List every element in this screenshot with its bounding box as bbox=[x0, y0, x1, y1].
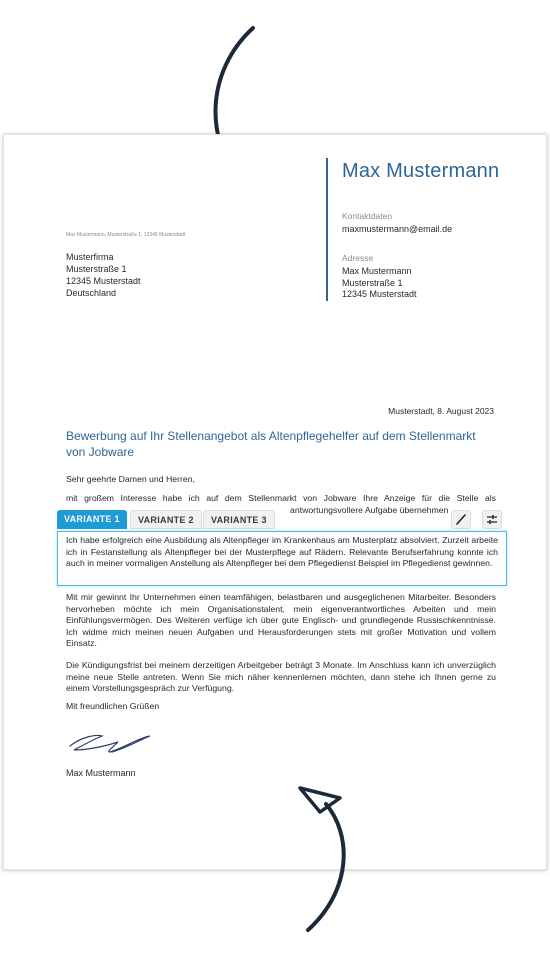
contact-label: Kontaktdaten bbox=[342, 211, 393, 221]
sender-line: Max Mustermann, Musterstraße 1, 12345 Musterstadt bbox=[66, 232, 186, 238]
signature-name: Max Mustermann bbox=[66, 768, 136, 778]
address-line: 12345 Musterstadt bbox=[342, 289, 417, 299]
letter-date: Musterstadt, 8. August 2023 bbox=[388, 406, 494, 416]
intro-paragraph: mit großem Interesse habe ich auf dem Stellenmarkt von Jobware Ihre Anzeige für die Stelle als bbox=[66, 493, 496, 503]
intro-hidden-fragment: antwortungsvollere Aufgabe übernehmen bbox=[290, 505, 449, 515]
pencil-icon bbox=[452, 511, 470, 528]
arrow-bottom-icon bbox=[290, 780, 370, 940]
tab-variante-3[interactable]: VARIANTE 3 bbox=[203, 510, 275, 529]
address-line: Max Mustermann bbox=[342, 266, 412, 276]
address-label: Adresse bbox=[342, 253, 374, 263]
settings-button[interactable] bbox=[482, 510, 502, 529]
edit-button[interactable] bbox=[451, 510, 471, 529]
recipient-line: Musterfirma bbox=[66, 252, 114, 262]
header-divider bbox=[326, 158, 328, 301]
recipient-line: Musterstraße 1 bbox=[66, 264, 127, 274]
address-line: Musterstraße 1 bbox=[342, 277, 403, 288]
variant-text-box[interactable] bbox=[57, 531, 507, 586]
applicant-name: Max Mustermann bbox=[342, 160, 500, 182]
closing: Mit freundlichen Grüßen bbox=[66, 701, 160, 711]
recipient-line: 12345 Musterstadt bbox=[66, 276, 141, 286]
tab-variante-2[interactable]: VARIANTE 2 bbox=[130, 510, 202, 529]
sliders-icon bbox=[483, 511, 501, 528]
paragraph-notice: Die Kündigungsfrist bei meinem derzeitigen Arbeitgeber beträgt 3 Monate. Im Anschluss kann ich unverzüglich meine neue Stelle antreten. Wenn Sie mich näher kennenlernen möchten, dann stehe ich Ihnen gerne zu einem Vorstellungsgespräch zur Verfügung. bbox=[66, 660, 496, 694]
recipient-line: Deutschland bbox=[66, 288, 117, 298]
salutation: Sehr geehrte Damen und Herren, bbox=[66, 474, 195, 484]
variant-toolbar bbox=[57, 510, 507, 531]
letter-subject: Bewerbung auf Ihr Stellenangebot als Altenpflegehelfer auf dem Stellenmarkt von Jobware bbox=[66, 429, 476, 459]
contact-email: maxmustermann@email.de bbox=[342, 224, 453, 234]
paragraph-qualities: Mit mir gewinnt Ihr Unternehmen einen teamfähigen, belastbaren und ausgeglichenen Mitarbeiter. Besonders hervorheben möchte ich mein Organisationstalent, mein eigenverantwortliches Arbeiten und mein Einfühlungsvermögen. Des Weiteren verfüge ich über gute Englisch- und grundlegende Russischkenntnisse. Ich widme mich meinen neuen Aufgaben und Herausforderungen stets mit großer Motivation und vollem Einsatz. bbox=[66, 592, 496, 649]
signature-icon bbox=[66, 728, 156, 760]
address-block bbox=[342, 266, 417, 301]
tab-variante-1[interactable]: VARIANTE 1 bbox=[57, 510, 127, 529]
recipient-block bbox=[66, 251, 141, 299]
variant-paragraph: Ich habe erfolgreich eine Ausbildung als Altenpfleger im Krankenhaus am Musterplatz absolviert. Zurzeit arbeite ich in Festanstellung als Altenpfleger bei der Musterpflege auf Rädern. Relevante Berufserfahrung konnte ich auch in meiner vormaligen Anstellung als Altenpfleger bei dem Pflegedienst Beispiel im Pflegedienst gewinnen. bbox=[66, 535, 498, 569]
